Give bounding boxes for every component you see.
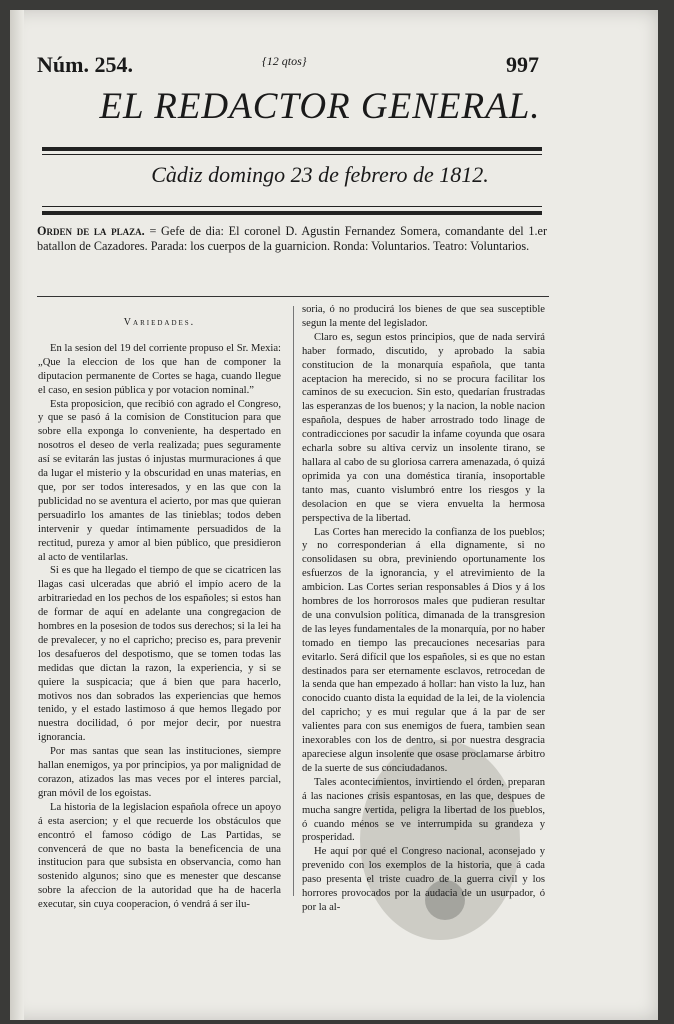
- notice-divider: [37, 296, 549, 297]
- notice-label: Orden de la plaza.: [37, 224, 145, 238]
- issue-number: Núm. 254.: [37, 52, 133, 77]
- dateline-rule-thin: [42, 206, 542, 207]
- paragraph: soria, ó no producirá los bienes de que sea susceptible segun la mente del legislador.: [302, 304, 545, 329]
- newspaper-title: EL REDACTOR GENERAL.: [99, 86, 541, 127]
- paragraph: He aquí por qué el Congreso nacional, aconsejado y prevenido con los exemplos de la historia, que á cada paso presenta el triste cuadro de la guerra civil y los horrores provocados por la audacia de un usurpador, ó por la al-: [302, 846, 545, 913]
- title-rule-thick: [42, 147, 542, 151]
- paragraph: Esta proposicion, que recibió con agrado el Congreso, y que se pasó á la comision de Constitucion para que sobre ella exponga lo conveniente, ha despertado en nosotros el deseo de verla realizada; pues seguramente así se evitarán las justas ó injustas murmuraciones á que da lugar el misterio y la obscuridad en unas materias, en que, por ser todos interesados, y en las que con la publicidad no se aventura el acierto, por mas que quieran persuadirlo los amantes de las tinieblas; todos deben intervenir y quedar íntimamente persuadidos de la rectitud, pureza y amor al bien público, que presidieron al acto de ventilarlas.: [38, 398, 281, 563]
- paragraph: Las Cortes han merecido la confianza de los pueblos; y no corresponderian á ella dignamente, si no consolidasen su obra, previniendo oportunamente los esfuerzos de la ignorancia, y el atrevimiento de la ambicion. Las Cortes serian responsables á Dios y á los hombres de los horrorosos males que pudieran resultar de una convulsion política, dimanada de la transgresion de las leyes fundamentales de la monarquía, por no haber tomado en tiempo las precauciones necesarias para evitarlo. Será difícil que los españoles, si es que no estan destinados para ser eternamente esclavos, retrocedan de la senda que han empezado á hollar: han visto la luz, han conocido cuanto dista la equidad de la lei, de la violencia del capricho; y es mui regular que á la par de ser valientes para con sus enemigos de fuera, tambien sean inexorables con los de dentro, si por nuestra desgracia apareciese algun insolente que osase proclamarse árbitro de la suerte de sus conciudadanos.: [302, 526, 545, 774]
- dateline: Càdiz domingo 23 de febrero de 1812.: [151, 162, 489, 187]
- title-rule-thin: [42, 154, 542, 155]
- paragraph: En la sesion del 19 del corriente propuso el Sr. Mexia: „Que la eleccion de los que han de componer la diputacion permanente de Cortes se haga, cuando llegue el caso, en sesion pública y por votacion nominal.”: [38, 342, 281, 396]
- paragraph: Por mas santas que sean las instituciones, siempre hallan enemigos, ya por principios, ya por malignidad de corazon, atizados las mas veces por el interes parcial, gran móvil de los egoistas.: [38, 746, 281, 799]
- page-number: 997: [506, 52, 539, 77]
- article-column-2: [302, 303, 545, 915]
- paragraph: Claro es, segun estos principios, que de nada servirá haber formado, discutido, y aprobado la sabia constitucion de la monarquía española, que tanta aceptacion ha merecido, si no se procura facilitar los caminos de su execucion. Sin esto, quedarían frustradas las esperanzas de los buenos; y la nacion, la noble nacion española, despues de haber arrostrado todo linage de contradicciones por sacudir la infame coyunda que osara echarla sobre su altiva cerviz un insolente tirano, se hallara al cabo de su gloriosa carrera amenazada, ó quizá oprimida ya con una doméstica tiranía, insoportable tanto mas, cuanto vislumbró entre los riesgos y la desolacion en que se viera envuelta la hermosa perspectiva de la libertad.: [302, 331, 545, 524]
- article-column-1: [38, 316, 281, 912]
- issue-price: {12 qtos}: [262, 54, 307, 68]
- garrison-notice: [37, 224, 547, 254]
- column-divider: [293, 306, 294, 896]
- paragraph: Si es que ha llegado el tiempo de que se cicatricen las llagas casi ulceradas que abrió el impío acero de la arbitrariedad en los pechos de los españoles; si estos han de formar de aquí en adelante una congregacion de hombres en la posesion de todos sus derechos; si la lei ha de prevalecer, y no el capricho; preciso es, para prevenir los desafueros del despotismo, que se tomen todas las medidas que dictan la razon, la experiencia, y si se quiere la suspicacia; que á bien que para hacerlo, motivos nos dan sobrados las experiencias que hemos tenido, y el estado lastimoso á que hemos llegado por nuestra docilidad, ó por mejor decir, por nuestra ignorancia.: [38, 565, 281, 744]
- dateline-rule-thick: [42, 211, 542, 215]
- paragraph: Tales acontecimientos, invirtiendo el órden, preparan á las naciones crisis espantosas, en las que, despues de mucha sangre vertida, peligra la libertad de los pueblos, ó cuando ménos se ve interrumpida su grandeza y prosperidad.: [302, 776, 545, 844]
- paragraph: La historia de la legislacion española ofrece un apoyo á esta asercion; y el que recuerde los obstáculos que encontró el famoso código de Las Partidas, se convencerá de que no basta la beneficencia de una institucion para que subsista en observancia, como han sostenido algunos; sino que es menester que descanse sobre la afeccion de la autoridad que ha de hacerla executar, sin cuya cooperacion, ó vendrá á ser ilu-: [38, 801, 281, 911]
- section-heading: Variedades.: [123, 317, 196, 328]
- notice-text: = Gefe de dia: El coronel D. Agustin Fernandez Somera, comandante del 1.er batallon de Cazadores. Parada: los cuerpos de la guarnicion. Ronda: Voluntarios. Teatro: Voluntarios.: [37, 224, 547, 253]
